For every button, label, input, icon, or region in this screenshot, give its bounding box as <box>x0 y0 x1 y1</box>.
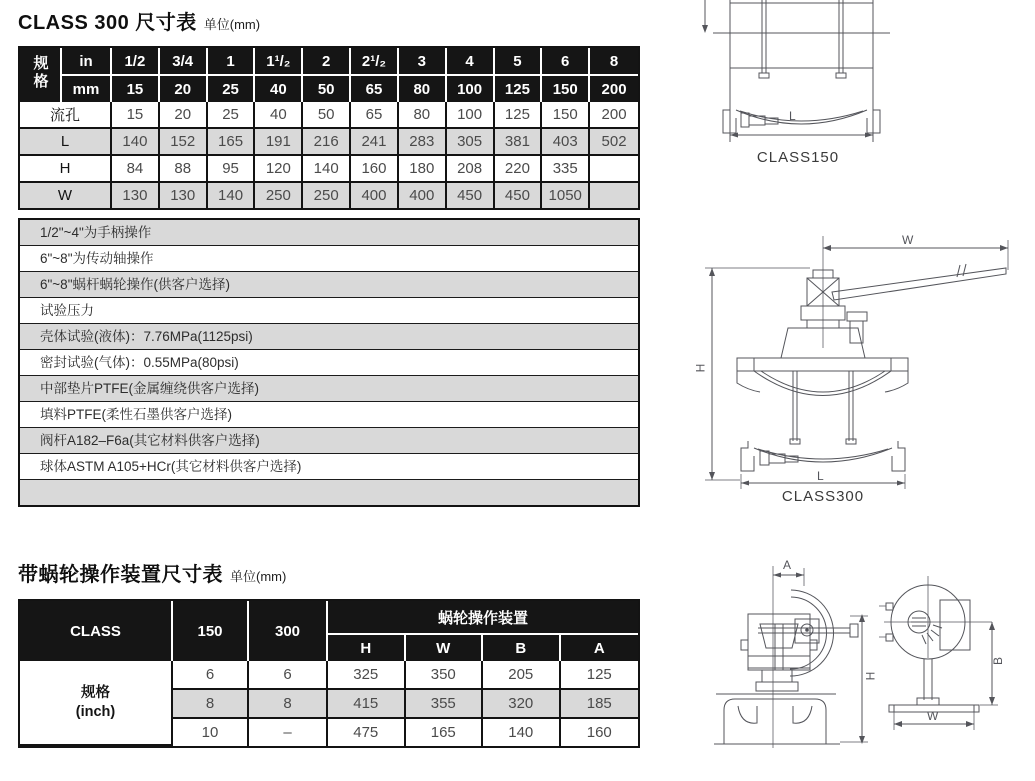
gear-group-header: 蜗轮操作装置 <box>328 601 638 635</box>
note-row <box>20 271 638 297</box>
table1-title-text: CLASS 300 尺寸表 <box>18 12 197 34</box>
size-in-header: 1 <box>208 48 256 76</box>
cell: 152 <box>160 129 208 156</box>
table2-title-text: 带蜗轮操作装置尺寸表 <box>18 564 223 586</box>
size-mm-header: 200 <box>590 76 638 102</box>
gear-operator-drawing <box>700 558 1035 763</box>
dim-label-l: L <box>817 469 824 483</box>
cell: 130 <box>112 183 160 208</box>
in-header: in <box>62 48 112 76</box>
cell: 180 <box>399 156 447 183</box>
note-row <box>20 375 638 401</box>
sub-col-header-A: A <box>561 635 639 661</box>
cell: 325 <box>328 661 406 690</box>
cell: 120 <box>255 156 303 183</box>
note-text: 密封试验(气体)：0.55MPa(80psi) <box>40 355 239 370</box>
class-header: CLASS <box>20 601 173 661</box>
note-row <box>20 453 638 479</box>
note-text: 球体ASTM A105+HCr(其它材料供客户选择) <box>40 459 302 474</box>
cell: 208 <box>447 156 495 183</box>
cell: 381 <box>495 129 543 156</box>
cell: 191 <box>255 129 303 156</box>
table-row-L <box>20 129 638 156</box>
cell: 200 <box>590 102 638 129</box>
note-row <box>20 401 638 427</box>
size-mm-header: 80 <box>399 76 447 102</box>
cell: 165 <box>406 719 484 746</box>
size-mm-header: 15 <box>112 76 160 102</box>
row-label: H <box>20 156 112 183</box>
cell: 350 <box>406 661 484 690</box>
cell: 185 <box>561 690 639 719</box>
note-text: 壳体试验(液体)：7.76MPa(1125psi) <box>40 329 253 344</box>
note-row <box>20 245 638 271</box>
cell: 10 <box>173 719 249 746</box>
cell: 25 <box>208 102 256 129</box>
cell: 335 <box>542 156 590 183</box>
class150-drawing <box>693 0 903 178</box>
cell: 20 <box>160 102 208 129</box>
cell: 84 <box>112 156 160 183</box>
cell: 140 <box>483 719 561 746</box>
size-mm-header: 20 <box>160 76 208 102</box>
size-mm-header: 40 <box>255 76 303 102</box>
cell: 40 <box>255 102 303 129</box>
table2-title <box>18 558 286 587</box>
cell: 415 <box>328 690 406 719</box>
row-label: W <box>20 183 112 208</box>
class150-header: 150 <box>173 601 249 661</box>
cell: 125 <box>561 661 639 690</box>
table-row-W <box>20 183 638 208</box>
cell <box>590 183 638 208</box>
note-row <box>20 427 638 453</box>
cell: 140 <box>208 183 256 208</box>
size-mm-header: 150 <box>542 76 590 102</box>
cell: 450 <box>447 183 495 208</box>
gear-operator-dimension-table <box>18 599 640 748</box>
note-row <box>20 479 638 505</box>
cell: 283 <box>399 129 447 156</box>
dim-label-w: W <box>927 709 939 723</box>
cell: 502 <box>590 129 638 156</box>
class300-dimension-table <box>18 46 640 210</box>
note-text: 1/2"~4"为手柄操作 <box>40 225 152 240</box>
cell: 80 <box>399 102 447 129</box>
cell: – <box>249 719 328 746</box>
size-mm-header: 100 <box>447 76 495 102</box>
size-in-header: 5 <box>495 48 543 76</box>
table-row-bore <box>20 102 638 129</box>
cell: 250 <box>303 183 351 208</box>
note-text: 6"~8"为传动轴操作 <box>40 251 154 266</box>
cell: 400 <box>399 183 447 208</box>
cell: 205 <box>483 661 561 690</box>
cell: 100 <box>447 102 495 129</box>
size-in-header: 2 <box>303 48 351 76</box>
note-row <box>20 220 638 245</box>
note-text: 6"~8"蜗杆蜗轮操作(供客户选择) <box>40 277 230 292</box>
size-mm-header: 25 <box>208 76 256 102</box>
cell: 15 <box>112 102 160 129</box>
cell: 250 <box>255 183 303 208</box>
size-in-header: 2¹/₂ <box>351 48 399 76</box>
cell: 150 <box>542 102 590 129</box>
cell: 160 <box>351 156 399 183</box>
note-text: 填料PTFE(柔性石墨供客户选择) <box>40 407 232 422</box>
cell: 355 <box>406 690 484 719</box>
note-row <box>20 349 638 375</box>
size-in-header: 4 <box>447 48 495 76</box>
cell <box>590 156 638 183</box>
spec-inch-line1: 规格 <box>81 684 110 701</box>
size-in-header: 3 <box>399 48 447 76</box>
cell: 95 <box>208 156 256 183</box>
table1-title <box>18 6 260 35</box>
dim-label-w: W <box>902 233 914 247</box>
cell: 125 <box>495 102 543 129</box>
spec-inch-line2: (inch) <box>75 703 116 720</box>
class300-caption: CLASS300 <box>781 488 865 505</box>
cell: 216 <box>303 129 351 156</box>
table-row-H <box>20 156 638 183</box>
cell: 305 <box>447 129 495 156</box>
notes-table <box>18 218 640 507</box>
dim-label-a: A <box>783 558 792 572</box>
note-text: 试验压力 <box>40 303 94 318</box>
size-mm-header: 125 <box>495 76 543 102</box>
cell: 160 <box>561 719 639 746</box>
table2-unit: 单位(mm) <box>230 569 287 584</box>
cell: 450 <box>495 183 543 208</box>
size-mm-header: 65 <box>351 76 399 102</box>
sub-col-header-B: B <box>483 635 561 661</box>
cell: 8 <box>173 690 249 719</box>
cell: 403 <box>542 129 590 156</box>
row-label: L <box>20 129 112 156</box>
note-text: 中部垫片PTFE(金属缠绕供客户选择) <box>40 381 259 396</box>
size-mm-header: 50 <box>303 76 351 102</box>
cell: 6 <box>173 661 249 690</box>
size-in-header: 6 <box>542 48 590 76</box>
class300-drawing <box>690 228 1025 506</box>
dim-label-h: H <box>693 363 708 373</box>
cell: 65 <box>351 102 399 129</box>
note-text: 阀杆A182–F6a(其它材料供客户选择) <box>40 433 260 448</box>
table-row <box>20 661 638 690</box>
cell: 8 <box>249 690 328 719</box>
dim-label-l: L <box>789 109 796 123</box>
spec-label: 规格 <box>31 55 49 91</box>
class150-caption: CLASS150 <box>756 149 840 166</box>
spec-header-cell <box>20 48 62 102</box>
cell: 140 <box>112 129 160 156</box>
dim-label-h: H <box>863 671 878 681</box>
cell: 50 <box>303 102 351 129</box>
mm-header: mm <box>62 76 112 102</box>
cell: 140 <box>303 156 351 183</box>
cell: 320 <box>483 690 561 719</box>
note-row <box>20 297 638 323</box>
spec-inch-label <box>20 661 173 746</box>
note-row <box>20 323 638 349</box>
cell: 130 <box>160 183 208 208</box>
cell: 165 <box>208 129 256 156</box>
sub-col-header-W: W <box>406 635 484 661</box>
cell: 220 <box>495 156 543 183</box>
cell: 1050 <box>542 183 590 208</box>
class300-header: 300 <box>249 601 328 661</box>
cell: 400 <box>351 183 399 208</box>
size-in-header: 8 <box>590 48 638 76</box>
cell: 6 <box>249 661 328 690</box>
gear-operator-svg <box>700 558 1035 763</box>
class300-valve-svg <box>690 228 1025 506</box>
row-label: 流孔 <box>20 102 112 129</box>
size-in-header: 3/4 <box>160 48 208 76</box>
size-in-header: 1¹/₂ <box>255 48 303 76</box>
cell: 88 <box>160 156 208 183</box>
table1-unit: 单位(mm) <box>203 17 261 32</box>
size-in-header: 1/2 <box>112 48 160 76</box>
cell: 475 <box>328 719 406 746</box>
dim-label-b: B <box>991 656 1006 666</box>
cell: 241 <box>351 129 399 156</box>
sub-col-header-H: H <box>328 635 406 661</box>
